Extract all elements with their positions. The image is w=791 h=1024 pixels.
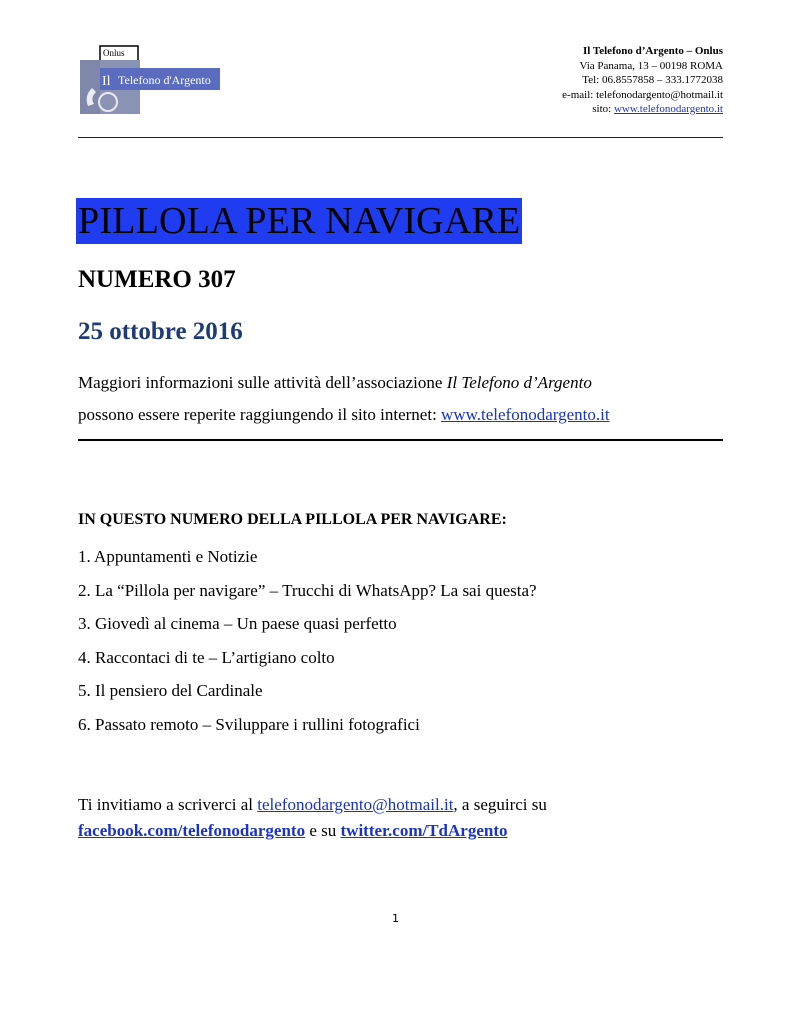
- header-org-name: Il Telefono d’Argento – Onlus: [583, 45, 723, 57]
- issue-number: NUMERO 307: [78, 266, 236, 293]
- issue-date: 25 ottobre 2016: [78, 318, 243, 345]
- header-divider: [78, 137, 723, 138]
- facebook-link[interactable]: facebook.com/telefonodargento: [78, 821, 306, 840]
- invite-text: Ti invitiamo a scriverci al: [78, 795, 258, 814]
- svg-text:Telefono d'Argento: Telefono d'Argento: [118, 73, 211, 87]
- header-address-block: [562, 44, 723, 117]
- intro-site-link[interactable]: www.telefonodargento.it: [441, 405, 610, 424]
- contents-list: [78, 540, 537, 741]
- header-site-label: sito:: [592, 103, 614, 115]
- list-item: 2. La “Pillola per navigare” – Trucchi di WhatsApp? La sai questa?: [78, 580, 537, 600]
- header-phone: Tel: 06.8557858 – 333.1772038: [582, 74, 723, 86]
- list-item: 5. Il pensiero del Cardinale: [78, 681, 263, 700]
- header-site: [562, 102, 723, 117]
- invite-mid-text: , a seguirci su: [453, 795, 547, 814]
- twitter-link[interactable]: twitter.com/TdArgento: [340, 821, 508, 840]
- organization-logo: [78, 44, 223, 116]
- header-site-link[interactable]: www.telefonodargento.it: [613, 103, 723, 115]
- header-address: Via Panama, 13 – 00198 ROMA: [579, 59, 723, 72]
- intro-association-name: Il Telefono d’Argento: [446, 373, 592, 392]
- list-item: 6. Passato remoto – Sviluppare i rullini fotografici: [78, 714, 420, 734]
- svg-text:Onlus: Onlus: [103, 48, 125, 58]
- list-item: 4. Raccontaci di te – L’artigiano colto: [78, 647, 335, 667]
- intro-text-1: Maggiori informazioni sulle attività dell’associazione: [78, 373, 447, 392]
- svg-text:Il: Il: [102, 74, 111, 89]
- document-title: PILLOLA PER NAVIGARE: [78, 200, 521, 242]
- contents-heading: IN QUESTO NUMERO DELLA PILLOLA PER NAVIGARE:: [78, 511, 507, 528]
- and-text: e su: [305, 821, 341, 840]
- page-number: 1: [392, 912, 399, 925]
- list-item: 3. Giovedì al cinema – Un paese quasi perfetto: [78, 614, 397, 633]
- intro-paragraph: [78, 367, 738, 431]
- section-divider: [78, 439, 723, 441]
- header-email: e-mail: telefonodargento@hotmail.it: [562, 88, 723, 101]
- intro-text-2: possono essere reperite raggiungendo il sito internet:: [78, 405, 442, 424]
- list-item: 1. Appuntamenti e Notizie: [78, 547, 258, 566]
- contact-invitation: [78, 792, 738, 844]
- email-link[interactable]: telefonodargento@hotmail.it: [257, 795, 454, 814]
